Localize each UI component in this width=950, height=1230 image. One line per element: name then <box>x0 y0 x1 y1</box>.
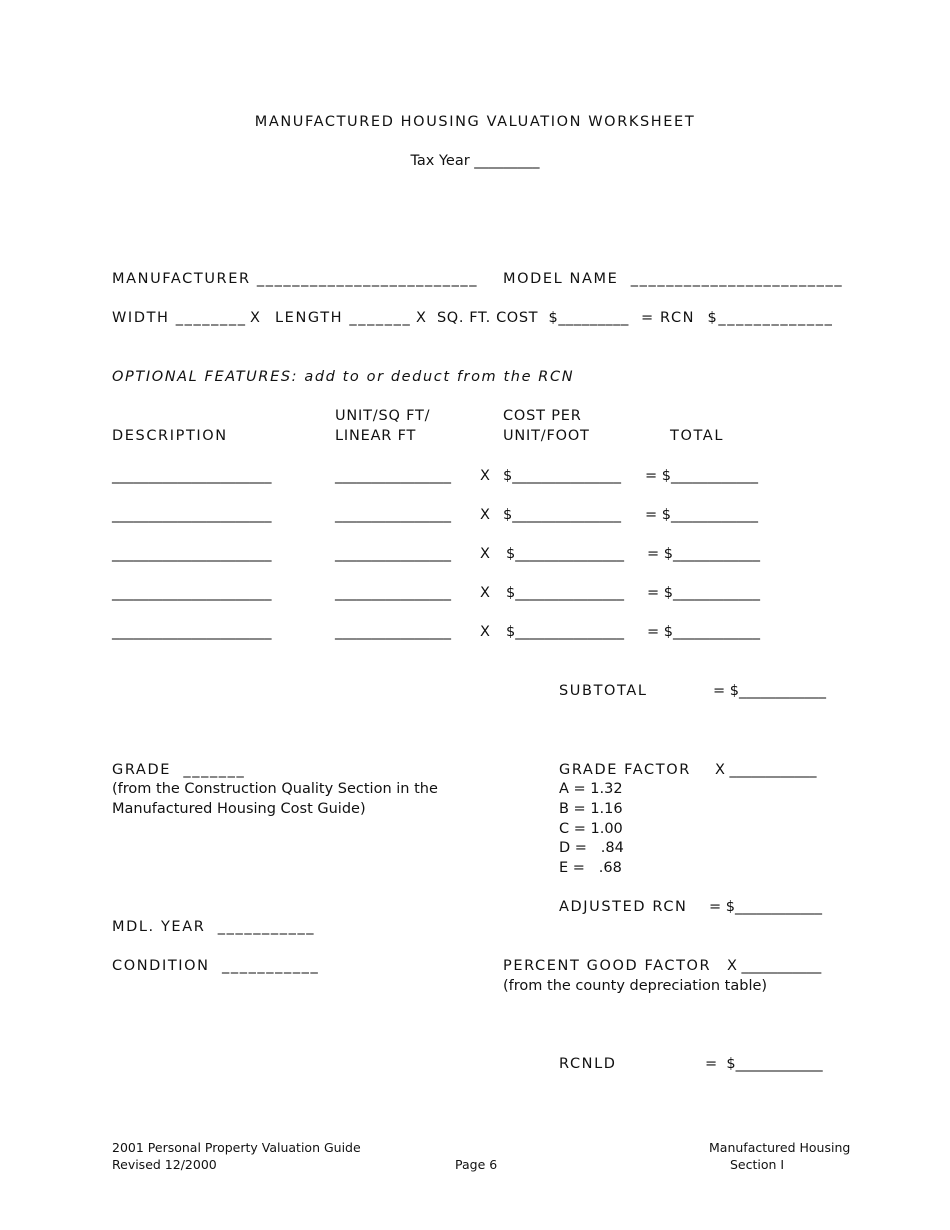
percent-good-field[interactable]: X ___________ <box>727 958 822 974</box>
row-total[interactable]: = $____________ <box>645 468 758 484</box>
row-unit[interactable]: ________________ <box>335 546 451 562</box>
row-description[interactable]: ______________________ <box>112 585 272 601</box>
page-number: Page 6 <box>455 1157 498 1172</box>
grade-factor-b: B = 1.16 <box>559 801 623 817</box>
row-cost[interactable]: $_______________ <box>503 468 621 484</box>
row-cost[interactable]: $_______________ <box>503 507 621 523</box>
equals-sign: = <box>641 310 654 326</box>
footer-guide-title: 2001 Personal Property Valuation Guide <box>112 1140 361 1155</box>
col-unit-line2: LINEAR FT <box>335 428 417 444</box>
rcnld-label: RCNLD <box>559 1056 617 1072</box>
adjusted-rcn-field[interactable]: = $____________ <box>709 899 822 915</box>
grade-note-line1: (from the Construction Quality Section in the <box>112 781 438 797</box>
row-multiply: X <box>480 546 490 562</box>
multiply-sign: X <box>416 310 426 326</box>
footer-section-title: Manufactured Housing <box>709 1140 851 1155</box>
col-cost-line2: UNIT/FOOT <box>503 428 590 444</box>
col-description: DESCRIPTION <box>112 428 228 444</box>
model-year-field[interactable]: MDL. YEAR ___________ <box>112 919 316 935</box>
rcnld-field[interactable]: = $____________ <box>705 1056 823 1072</box>
percent-good-label: PERCENT GOOD FACTOR <box>503 958 712 974</box>
sqft-cost-field[interactable]: SQ. FT. COST $_________ <box>437 310 629 326</box>
length-field[interactable]: LENGTH _______ <box>275 310 412 326</box>
row-description[interactable]: ______________________ <box>112 624 272 640</box>
grade-factor-e: E = .68 <box>559 860 622 876</box>
row-total[interactable]: = $____________ <box>647 624 760 640</box>
grade-note-line2: Manufactured Housing Cost Guide) <box>112 801 366 817</box>
row-description[interactable]: ______________________ <box>112 507 272 523</box>
row-total[interactable]: = $____________ <box>647 546 760 562</box>
col-unit-line1: UNIT/SQ FT/ <box>335 408 431 424</box>
grade-factor-a: A = 1.32 <box>559 781 623 797</box>
row-description[interactable]: ______________________ <box>112 546 272 562</box>
subtotal-label: SUBTOTAL <box>559 683 648 699</box>
row-multiply: X <box>480 468 490 484</box>
width-field[interactable]: WIDTH ________ <box>112 310 247 326</box>
model-name-field[interactable]: MODEL NAME ________________________ <box>503 271 844 287</box>
col-total: TOTAL <box>670 428 724 444</box>
row-description[interactable]: ______________________ <box>112 468 272 484</box>
row-total[interactable]: = $____________ <box>645 507 758 523</box>
tax-year-field[interactable]: Tax Year _________ <box>410 153 540 169</box>
row-multiply: X <box>480 585 490 601</box>
percent-good-note: (from the county depreciation table) <box>503 978 768 994</box>
footer-revised: Revised 12/2000 <box>112 1157 217 1172</box>
manufacturer-field[interactable]: MANUFACTURER _________________________ <box>112 271 479 287</box>
adjusted-rcn-label: ADJUSTED RCN <box>559 899 688 915</box>
row-total[interactable]: = $____________ <box>647 585 760 601</box>
grade-factor-d: D = .84 <box>559 840 624 856</box>
grade-factor-label: GRADE FACTOR <box>559 762 691 778</box>
grade-field[interactable]: GRADE _______ <box>112 762 246 778</box>
page-title: MANUFACTURED HOUSING VALUATION WORKSHEET <box>254 114 696 130</box>
footer-section-number: Section I <box>730 1157 785 1172</box>
row-cost[interactable]: $_______________ <box>506 624 624 640</box>
row-unit[interactable]: ________________ <box>335 468 451 484</box>
subtotal-field[interactable]: = $____________ <box>713 683 826 699</box>
grade-factor-c: C = 1.00 <box>559 821 623 837</box>
row-cost[interactable]: $_______________ <box>506 546 624 562</box>
grade-factor-field[interactable]: X ____________ <box>715 762 817 778</box>
row-unit[interactable]: ________________ <box>335 585 451 601</box>
optional-features-heading: OPTIONAL FEATURES: add to or deduct from the RCN <box>112 369 575 385</box>
row-unit[interactable]: ________________ <box>335 624 451 640</box>
col-cost-line1: COST PER <box>503 408 582 424</box>
row-unit[interactable]: ________________ <box>335 507 451 523</box>
row-multiply: X <box>480 624 490 640</box>
row-cost[interactable]: $_______________ <box>506 585 624 601</box>
row-multiply: X <box>480 507 490 523</box>
rcn-field[interactable]: RCN $_____________ <box>660 310 834 326</box>
multiply-sign: X <box>250 310 260 326</box>
condition-field[interactable]: CONDITION ___________ <box>112 958 320 974</box>
